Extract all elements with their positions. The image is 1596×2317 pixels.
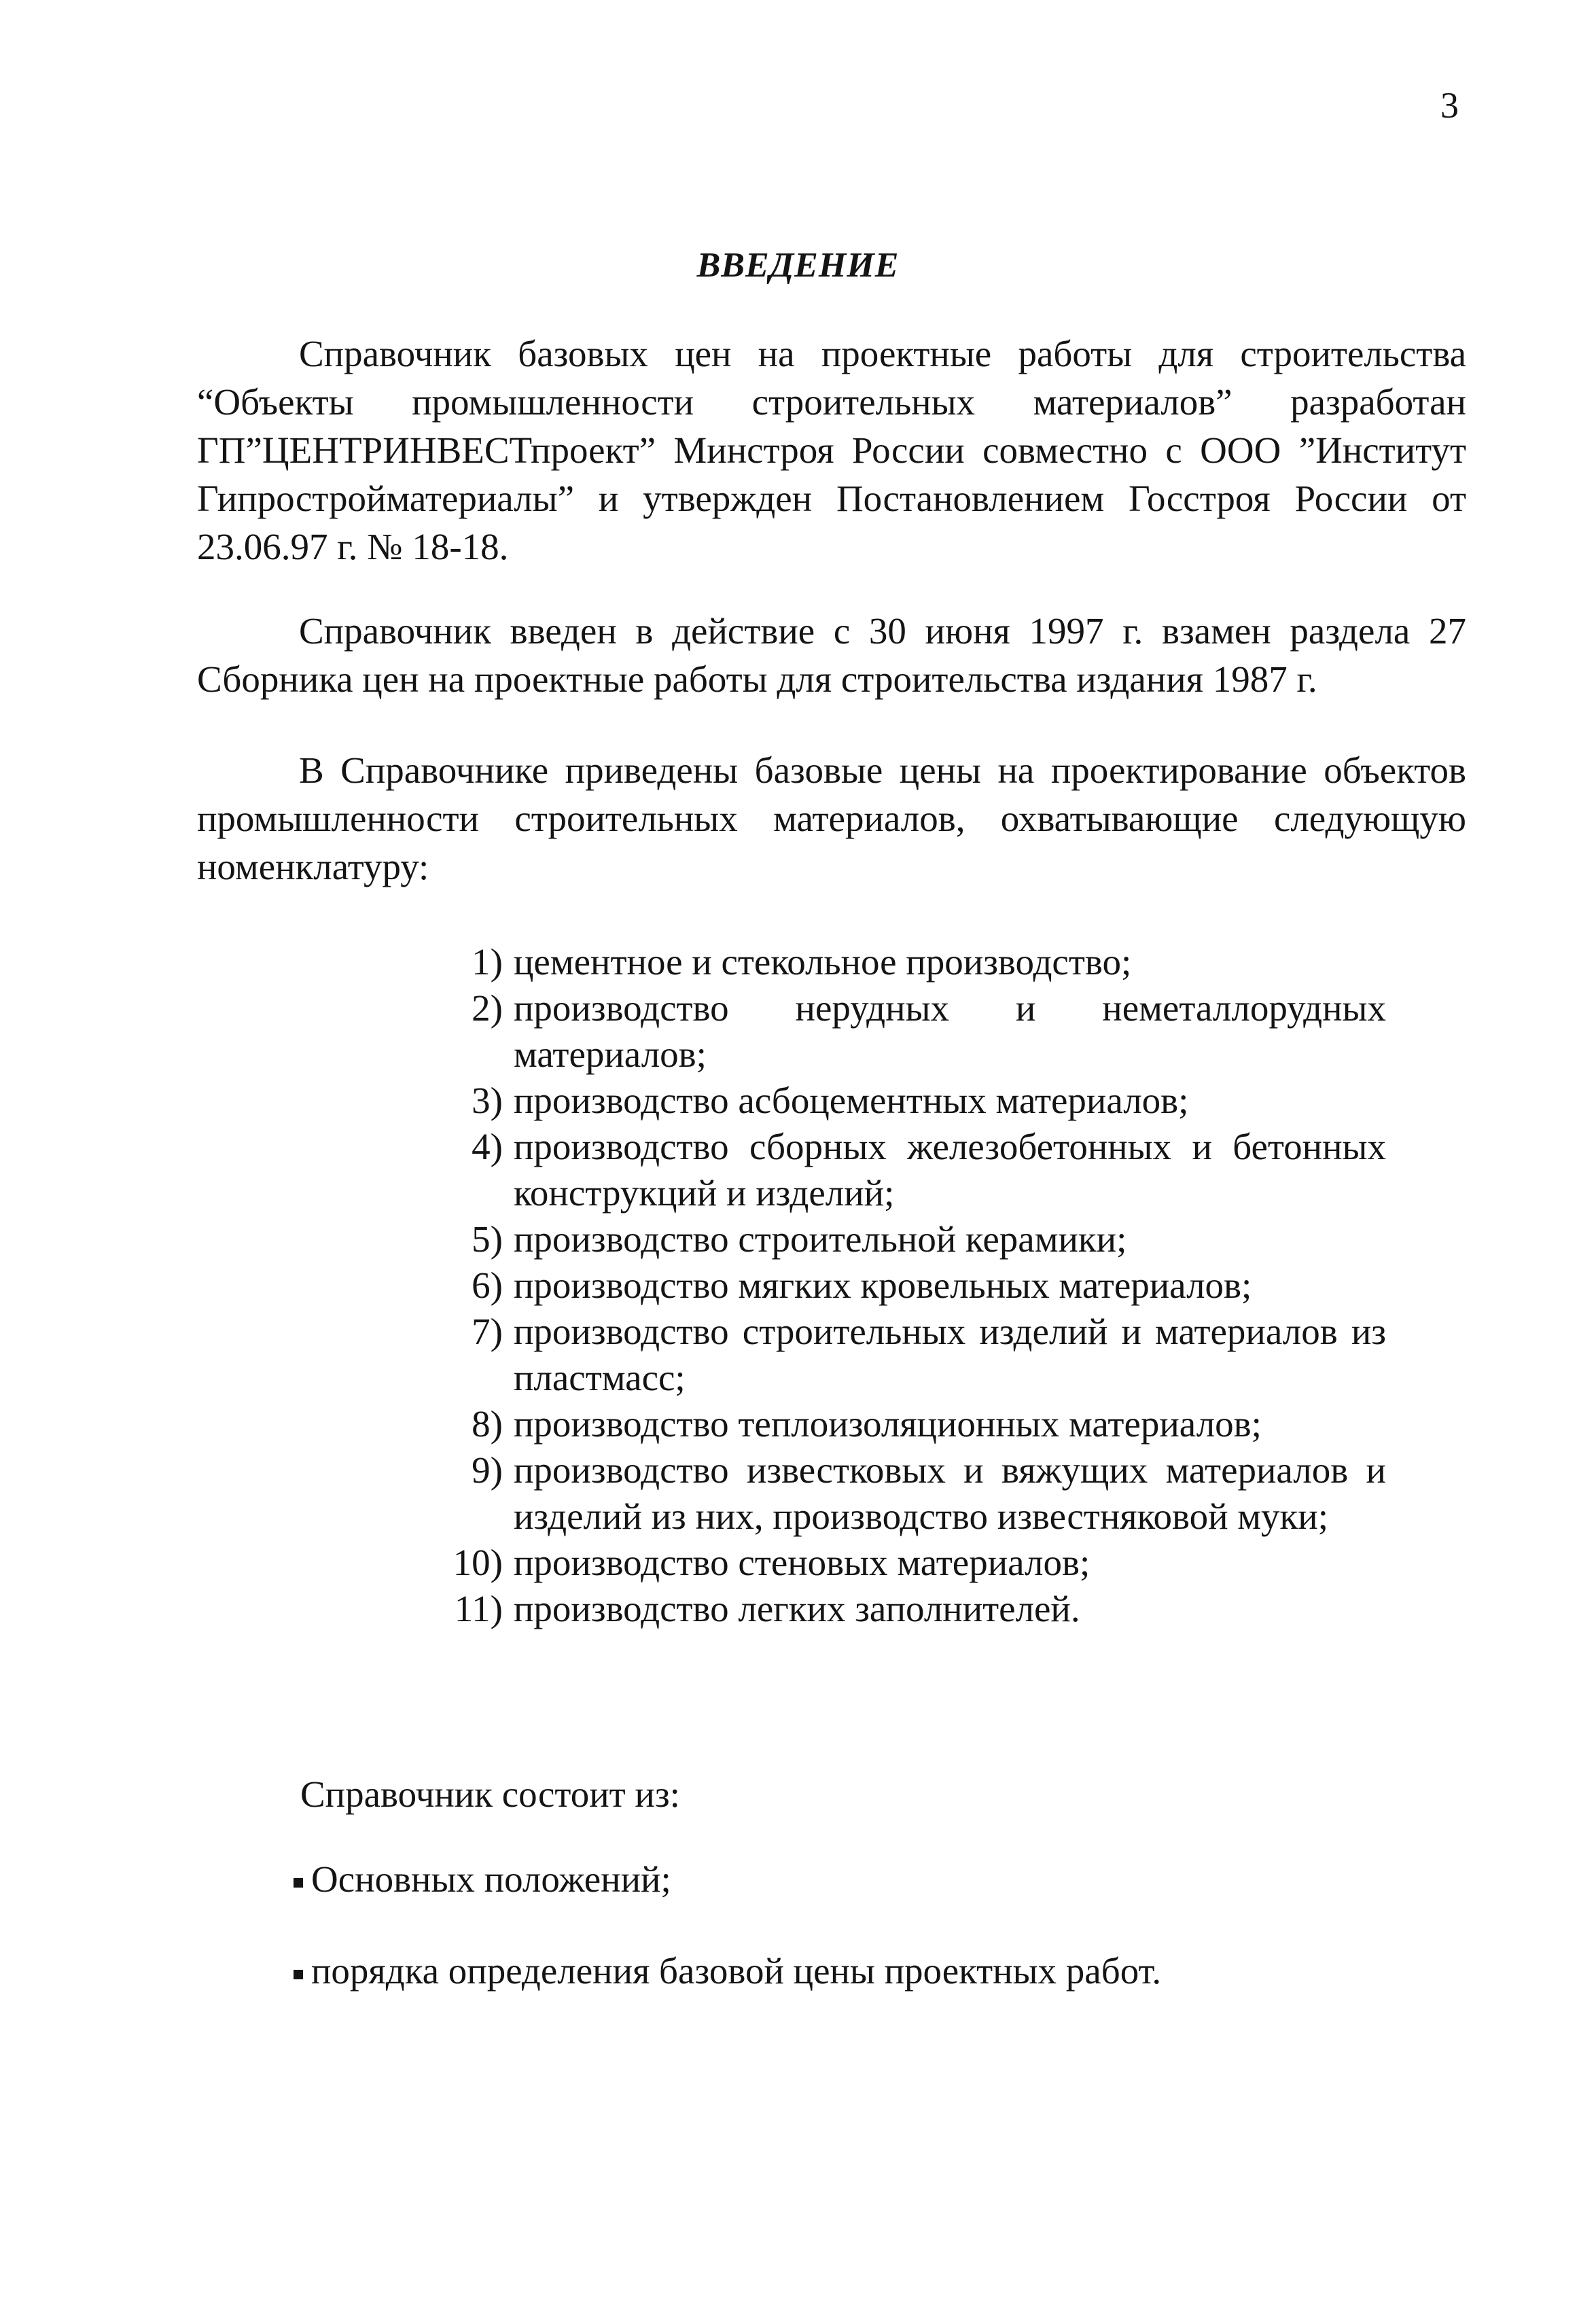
page-number: 3: [1440, 85, 1459, 126]
list-item: [294, 1947, 1161, 1995]
list-item: [435, 939, 1386, 985]
intro-paragraph-1: Справочник базовых цен на проектные работы для строительства “Объекты промышленности строительных материалов” разработан ГП”ЦЕНТРИНВЕСТпроект” Минстроя России совместно с ООО ”Институт Гипростройматериалы” и утвержден Постановлением Госстроя России от 23.06.97 г. № 18-18.: [197, 333, 1466, 567]
list-item: [435, 1262, 1386, 1309]
list-item: [435, 1447, 1386, 1540]
square-bullet-icon: [294, 1878, 303, 1888]
consists-of-label: Справочник состоит из:: [300, 1773, 680, 1815]
list-item-number: 10): [453, 1542, 503, 1583]
list-item: [435, 1124, 1386, 1216]
list-item-number: 8): [472, 1403, 503, 1445]
list-item-number: 4): [472, 1126, 503, 1167]
contents-bullet-list: [294, 1855, 1161, 1995]
list-item-text: производство нерудных и неметаллорудных материалов;: [514, 987, 1386, 1075]
list-item: [435, 1401, 1386, 1447]
section-heading: ВВЕДЕНИЕ: [696, 246, 900, 285]
list-item-text: производство асбоцементных материалов;: [514, 1080, 1189, 1121]
list-item-text: производство строительной керамики;: [514, 1218, 1127, 1260]
nomenclature-list: [435, 939, 1386, 1632]
list-item-text: производство легких заполнителей.: [514, 1588, 1080, 1629]
list-item: [294, 1855, 1161, 1903]
list-item-text: производство стеновых материалов;: [514, 1542, 1090, 1583]
list-item-text: производство мягких кровельных материалов;: [514, 1264, 1252, 1306]
square-bullet-icon: [294, 1970, 303, 1979]
list-item-text: производство сборных железобетонных и бетонных конструкций и изделий;: [514, 1126, 1386, 1214]
list-item-number: 5): [472, 1218, 503, 1260]
list-item: [435, 1078, 1386, 1124]
list-item-number: 6): [472, 1264, 503, 1306]
list-item: [435, 1540, 1386, 1586]
intro-paragraph-2: Справочник введен в действие с 30 июня 1997 г. взамен раздела 27 Сборника цен на проектные работы для строительства издания 1987 г.: [197, 610, 1466, 700]
list-item: [435, 1586, 1386, 1632]
list-item-text: производство известковых и вяжущих материалов и изделий из них, производство известняковой муки;: [514, 1449, 1386, 1537]
list-item-text: Основных положений;: [311, 1858, 671, 1900]
list-item-text: производство теплоизоляционных материалов;: [514, 1403, 1262, 1445]
intro-paragraph-3: В Справочнике приведены базовые цены на проектирование объектов промышленности строительных материалов, охватывающие следующую номенклатуру:: [197, 749, 1466, 887]
list-item-number: 9): [472, 1449, 503, 1491]
list-item-number: 1): [472, 941, 503, 983]
list-item-number: 7): [472, 1311, 503, 1352]
list-item-number: 3): [472, 1080, 503, 1121]
list-item: [435, 1309, 1386, 1401]
list-item-number: 11): [454, 1588, 503, 1629]
list-item-text: производство строительных изделий и материалов из пластмасс;: [514, 1311, 1386, 1398]
list-item: [435, 1216, 1386, 1262]
list-item-number: 2): [472, 987, 503, 1029]
list-item: [435, 985, 1386, 1078]
list-item-text: цементное и стекольное производство;: [514, 941, 1132, 983]
list-item-text: порядка определения базовой цены проектных работ.: [311, 1950, 1162, 1992]
